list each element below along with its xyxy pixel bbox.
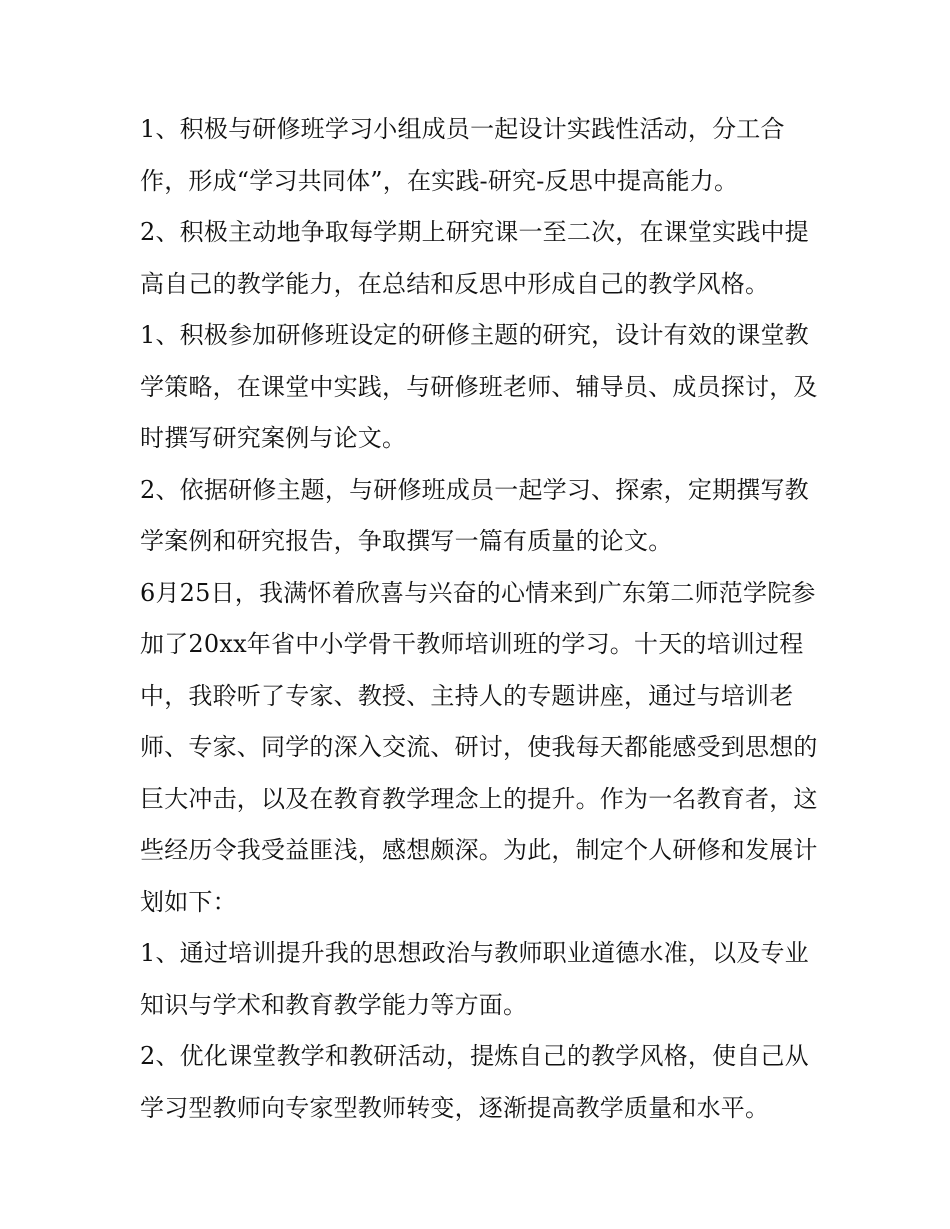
paragraph-3: 1、积极参加研修班设定的研修主题的研究，设计有效的课堂教学策略，在课堂中实践，与研修班老师、辅导员、成员探讨，及时撰写研究案例与论文。 [140,321,818,452]
paragraph-4: 2、依据研修主题，与研修班成员一起学习、探索，定期撰写教学案例和研究报告，争取撰写一篇有质量的论文。 [140,475,809,555]
paragraph-1: 1、积极与研修班学习小组成员一起设计实践性活动，分工合作，形成“学习共同体”，在实践-研究-反思中提高能力。 [140,115,785,195]
paragraph-5: 6月25日，我满怀着欣喜与兴奋的心情来到广东第二师范学院参加了20xx年省中小学骨干教师培训班的学习。十天的培训过程中，我聆听了专家、教授、主持人的专题讲座，通过与培训老师、专家、同学的深入交流、研讨，使我每天都能感受到思想的巨大冲击，以及在教育教学理念上的提升。作为一名教育者，这些经历令我受益匪浅，感想颇深。为此，制定个人研修和发展计划如下： [140,578,818,916]
paragraph-6: 1、通过培训提升我的思想政治与教师职业道德水准，以及专业知识与学术和教育教学能力等方面。 [140,939,809,1019]
paragraph-7: 2、优化课堂教学和教研活动，提炼自己的教学风格，使自己从学习型教师向专家型教师转变，逐渐提高教学质量和水平。 [140,1042,809,1122]
document-body [140,104,820,1134]
paragraph-2: 2、积极主动地争取每学期上研究课一至二次，在课堂实践中提高自己的教学能力，在总结和反思中形成自己的教学风格。 [140,218,809,298]
